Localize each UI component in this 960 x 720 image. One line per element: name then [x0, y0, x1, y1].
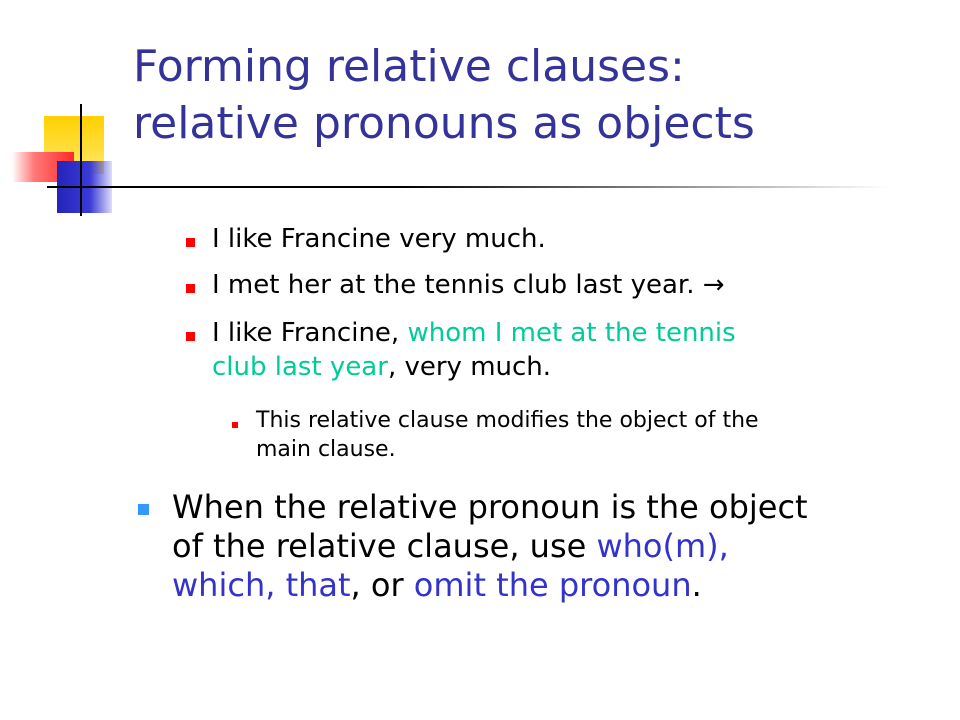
- bullet-text: [212, 316, 912, 384]
- bullet-text-main: I met her at the tennis club last year.: [212, 270, 703, 300]
- bullet-marker: [232, 422, 238, 428]
- bullet-marker: [186, 332, 195, 341]
- bullet-text: I like Francine very much.: [212, 224, 546, 254]
- right-arrow-icon: →: [702, 270, 725, 300]
- sub-bullet-line-1: This relative clause modifies the object of the: [256, 408, 759, 433]
- sub-bullet-line-2: main clause.: [256, 437, 396, 462]
- bullet-text: [212, 268, 725, 302]
- title-line-2: relative pronouns as objects: [133, 98, 755, 149]
- bullet-marker: [186, 238, 195, 247]
- bullet-text: [172, 488, 952, 605]
- sentence-start: I like Francine,: [212, 318, 408, 348]
- relative-clause-highlight-cont: club last year: [212, 352, 388, 382]
- pronoun-highlight-whom: who(m),: [596, 527, 729, 565]
- rule-connector: , or: [350, 566, 414, 604]
- rule-line-2-start: of the relative clause, use: [172, 527, 597, 565]
- sentence-end: , very much.: [387, 352, 552, 382]
- pronoun-highlight-omit: omit the pronoun: [413, 566, 692, 604]
- rule-line-1: When the relative pronoun is the object: [172, 488, 808, 526]
- title-line-1: Forming relative clauses:: [133, 41, 685, 92]
- relative-clause-highlight: whom I met at the tennis: [407, 318, 736, 348]
- bullet-marker: [138, 504, 149, 515]
- pronoun-highlight-which-that: which, that: [172, 566, 351, 604]
- bullet-marker: [186, 284, 195, 293]
- rule-period: .: [691, 566, 702, 604]
- bullet-text: [256, 406, 916, 464]
